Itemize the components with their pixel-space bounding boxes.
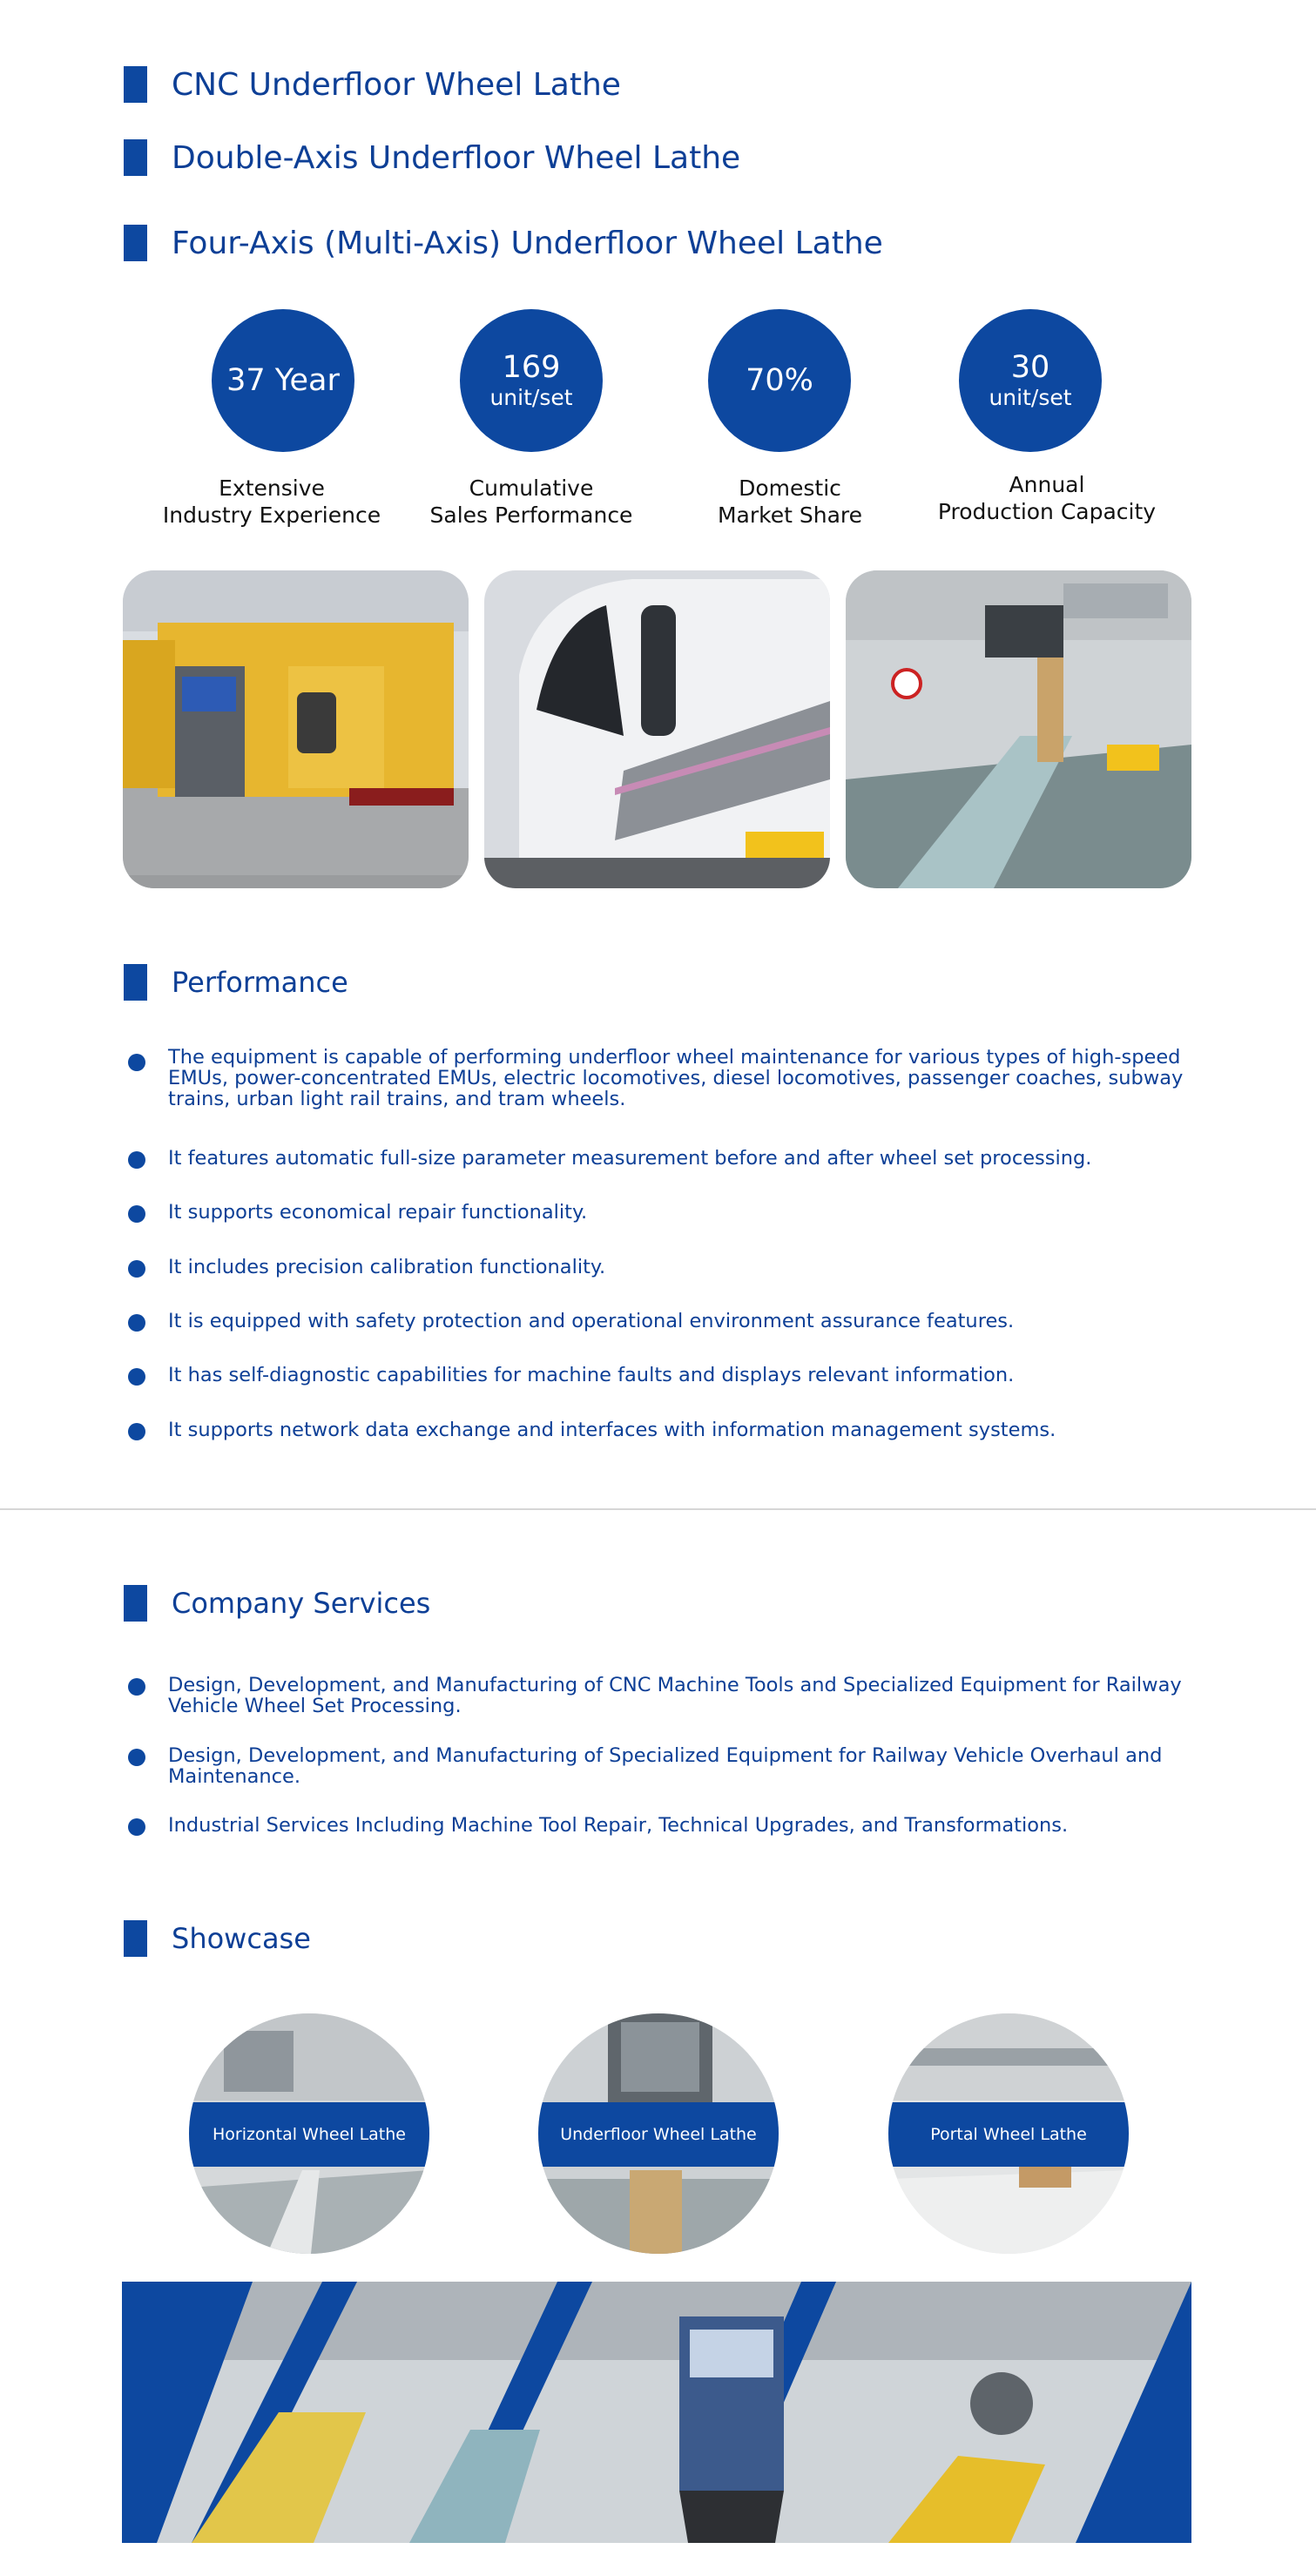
performance-item: It supports network data exchange and interfaces with information management systems. xyxy=(168,1419,1056,1441)
stat-circle-capacity xyxy=(959,309,1102,452)
heading-text: Company Services xyxy=(172,1587,431,1620)
showcase-label: Underfloor Wheel Lathe xyxy=(538,2102,779,2167)
stat-unit: unit/set xyxy=(989,385,1072,410)
bullet-dot xyxy=(128,1151,145,1169)
bullet-dot xyxy=(128,1818,145,1836)
stat-value: 30 xyxy=(1010,350,1050,385)
heading-text: Performance xyxy=(172,966,348,999)
photo-workshop-floor xyxy=(846,570,1191,888)
stat-label-line: Extensive xyxy=(219,475,325,501)
heading-text: Showcase xyxy=(172,1922,311,1955)
heading-text: CNC Underfloor Wheel Lathe xyxy=(172,66,621,103)
service-item: Design, Development, and Manufacturing of CNC Machine Tools and Specialized Equipment for Railway Vehicle Wheel Set Processing. xyxy=(168,1674,1182,1717)
stat-label-line: Cumulative xyxy=(469,475,594,501)
bullet-dot xyxy=(128,1054,145,1071)
showcase-label: Portal Wheel Lathe xyxy=(888,2102,1129,2167)
bullet-dot xyxy=(128,1205,145,1223)
heading-cnc-lathe xyxy=(124,66,621,103)
heading-marker xyxy=(124,964,147,1001)
heading-company-services xyxy=(124,1585,430,1622)
stat-label-experience xyxy=(141,475,402,529)
performance-item: It supports economical repair functionality. xyxy=(168,1201,588,1224)
performance-item: The equipment is capable of performing underfloor wheel maintenance for various types of high-speed EMUs, power-concentrated EMUs, electric locomotives, diesel locomotives, passenger coaches, subway trains, urban light rail trains, and tram wheels. xyxy=(168,1046,1184,1110)
showcase-label: Horizontal Wheel Lathe xyxy=(189,2102,429,2167)
heading-marker xyxy=(124,225,147,261)
stat-label-line: Market Share xyxy=(717,502,863,528)
bullet-dot xyxy=(128,1260,145,1278)
performance-item: It includes precision calibration functionality. xyxy=(168,1256,606,1278)
stat-value: 169 xyxy=(502,350,561,385)
service-item: Industrial Services Including Machine Tool Repair, Technical Upgrades, and Transformations. xyxy=(168,1814,1069,1837)
stat-label-line: Industry Experience xyxy=(162,502,381,528)
showcase-underfloor-wheel-lathe[interactable] xyxy=(538,2013,779,2254)
section-divider xyxy=(0,1508,1316,1510)
photo-wheel-lathe-machine xyxy=(123,570,469,888)
stat-label-line: Production Capacity xyxy=(937,499,1157,524)
heading-marker xyxy=(124,66,147,103)
service-item: Design, Development, and Manufacturing of Specialized Equipment for Railway Vehicle Overhaul and Maintenance. xyxy=(168,1744,1163,1788)
heading-performance xyxy=(124,964,348,1001)
heading-double-axis-lathe xyxy=(124,139,740,176)
performance-item: It has self-diagnostic capabilities for machine faults and displays relevant information. xyxy=(168,1364,1015,1386)
stat-label-market-share xyxy=(659,475,921,529)
stat-label-line: Domestic xyxy=(739,475,841,501)
showcase-portal-wheel-lathe[interactable] xyxy=(888,2013,1129,2254)
stat-label-capacity xyxy=(916,471,1178,525)
stat-label-line: Sales Performance xyxy=(429,502,633,528)
heading-marker xyxy=(124,1585,147,1622)
stat-value: 37 Year xyxy=(226,363,340,398)
stat-circle-sales xyxy=(460,309,603,452)
stat-circle-market-share xyxy=(708,309,851,452)
heading-marker xyxy=(124,139,147,176)
performance-item: It features automatic full-size parameter measurement before and after wheel set processing. xyxy=(168,1147,1092,1170)
bullet-dot xyxy=(128,1678,145,1696)
performance-item: It is equipped with safety protection and operational environment assurance features. xyxy=(168,1310,1015,1332)
bullet-dot xyxy=(128,1749,145,1766)
stat-label-line: Annual xyxy=(1009,472,1085,497)
heading-showcase xyxy=(124,1920,311,1957)
stat-unit: unit/set xyxy=(489,385,573,410)
stat-value: 70% xyxy=(746,363,813,398)
bullet-dot xyxy=(128,1368,145,1386)
bullet-dot xyxy=(128,1423,145,1440)
heading-text: Double-Axis Underfloor Wheel Lathe xyxy=(172,139,741,176)
heading-four-axis-lathe xyxy=(124,225,883,261)
photo-metro-train xyxy=(484,570,830,888)
bullet-dot xyxy=(128,1314,145,1332)
heading-marker xyxy=(124,1920,147,1957)
stat-circle-experience xyxy=(212,309,354,452)
stat-label-sales xyxy=(401,475,662,529)
showcase-horizontal-wheel-lathe[interactable] xyxy=(189,2013,429,2254)
banner-workshop-collage xyxy=(122,2282,1191,2543)
heading-text: Four-Axis (Multi-Axis) Underfloor Wheel Lathe xyxy=(172,225,883,261)
